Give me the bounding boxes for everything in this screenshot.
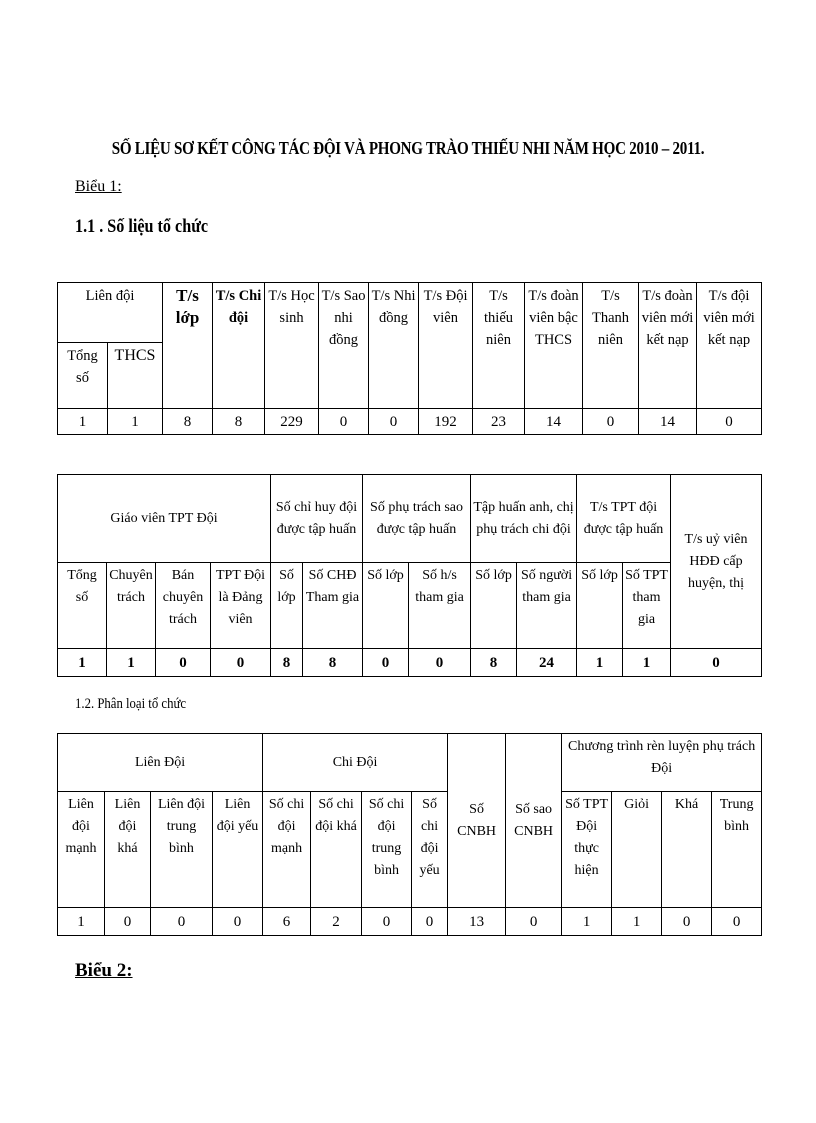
table-cell: 0 — [671, 649, 762, 677]
header-ts-doan-vien-moi: T/s đoàn viên mới kết nạp — [639, 283, 697, 409]
table-cell: 1 — [612, 908, 662, 936]
subheader: Chuyên trách — [107, 563, 156, 649]
table-cell: 0 — [412, 908, 448, 936]
table-cell: 23 — [473, 409, 525, 435]
table-cell: 1 — [562, 908, 612, 936]
subheader: Khá — [662, 792, 712, 908]
table-cell: 192 — [419, 409, 473, 435]
table-organization-stats — [57, 282, 762, 435]
group-chuong-trinh-ren-luyen: Chương trình rèn luyện phụ trách Đội — [562, 734, 762, 792]
section-1-2-heading: 1.2. Phân loại tổ chức — [75, 696, 187, 712]
header-ts-nhi-dong: T/s Nhi đồng — [369, 283, 419, 409]
subheader: Số h/s tham gia — [409, 563, 471, 649]
table-cell: 24 — [517, 649, 577, 677]
subheader-thcs: THCS — [108, 343, 163, 409]
header-ts-doi-vien-moi: T/s đội viên mới kết nạp — [697, 283, 762, 409]
bieu1-label: Biểu 1: — [75, 178, 122, 195]
table-cell: 0 — [319, 409, 369, 435]
table-cell: 0 — [662, 908, 712, 936]
table-cell: 0 — [697, 409, 762, 435]
table-cell: 0 — [363, 649, 409, 677]
bieu2-label: Biểu 2: — [75, 960, 133, 981]
table-cell: 6 — [263, 908, 311, 936]
table-cell: 0 — [211, 649, 271, 677]
subheader: Liên đội khá — [105, 792, 151, 908]
header-ts-thieu-nien: T/s thiếu niên — [473, 283, 525, 409]
subheader: Số lớp — [363, 563, 409, 649]
subheader: Giỏi — [612, 792, 662, 908]
subheader: Số chi đội mạnh — [263, 792, 311, 908]
table-cell: 1 — [58, 409, 108, 435]
group-chi-doi: Chi Đội — [263, 734, 448, 792]
table-cell: 0 — [151, 908, 213, 936]
group-phu-trach-sao: Số phụ trách sao được tập huấn — [363, 475, 471, 563]
group-giao-vien-tpt: Giáo viên TPT Đội — [58, 475, 271, 563]
table-cell: 14 — [639, 409, 697, 435]
table-cell: 1 — [623, 649, 671, 677]
table-cell: 0 — [506, 908, 562, 936]
subheader: Số TPT tham gia — [623, 563, 671, 649]
group-so-sao-cnbh: Số sao CNBH — [506, 734, 562, 908]
section-1-1-heading: 1.1 . Số liệu tổ chức — [75, 216, 209, 237]
table-cell: 0 — [712, 908, 762, 936]
table-cell: 8 — [303, 649, 363, 677]
group-chi-huy-doi: Số chỉ huy đội được tập huấn — [271, 475, 363, 563]
header-ts-thanh-nien: T/s Thanh niên — [583, 283, 639, 409]
table-cell: 8 — [213, 409, 265, 435]
table-cell: 0 — [583, 409, 639, 435]
table-cell: 14 — [525, 409, 583, 435]
subheader-tong-so: Tổng số — [58, 343, 108, 409]
group-tpt-tap-huan: T/s TPT đội được tập huấn — [577, 475, 671, 563]
header-ts-lop: T/s lớp — [163, 283, 213, 409]
group-so-cnbh: Số CNBH — [448, 734, 506, 908]
header-ts-doan-vien-thcs: T/s đoàn viên bậc THCS — [525, 283, 583, 409]
table-cell: 0 — [409, 649, 471, 677]
subheader: Số người tham gia — [517, 563, 577, 649]
subheader: Tổng số — [58, 563, 107, 649]
table-cell: 13 — [448, 908, 506, 936]
subheader: Liên đội mạnh — [58, 792, 105, 908]
subheader: Số chi đội yếu — [412, 792, 448, 908]
table-organization-classification — [57, 733, 762, 936]
table-cell: 1 — [58, 649, 107, 677]
table-cell: 1 — [577, 649, 623, 677]
header-ts-sao-nhi-dong: T/s Sao nhi đồng — [319, 283, 369, 409]
table-cell: 8 — [271, 649, 303, 677]
table-cell: 8 — [471, 649, 517, 677]
table-cell: 2 — [311, 908, 362, 936]
table-cell: 0 — [105, 908, 151, 936]
group-uy-vien-hdd: T/s uỷ viên HĐĐ cấp huyện, thị — [671, 475, 762, 649]
table-cell: 0 — [213, 908, 263, 936]
table-cell: 229 — [265, 409, 319, 435]
table-cell: 8 — [163, 409, 213, 435]
table-tpt-training — [57, 474, 762, 677]
table-cell: 0 — [362, 908, 412, 936]
group-lien-doi: Liên Đội — [58, 734, 263, 792]
subheader: Số lớp — [271, 563, 303, 649]
group-tap-huan-anh-chi: Tập huấn anh, chị phụ trách chi đội — [471, 475, 577, 563]
subheader: Liên đội yếu — [213, 792, 263, 908]
subheader: Số CHĐ Tham gia — [303, 563, 363, 649]
subheader: Liên đội trung bình — [151, 792, 213, 908]
subheader: TPT Đội là Đảng viên — [211, 563, 271, 649]
table-cell: 0 — [156, 649, 211, 677]
subheader: Trung bình — [712, 792, 762, 908]
subheader: Số chi đội trung bình — [362, 792, 412, 908]
page-title: SỐ LIỆU SƠ KẾT CÔNG TÁC ĐỘI VÀ PHONG TRÀO THIẾU NHI NĂM HỌC 2010 – 2011. — [111, 138, 705, 158]
table-cell: 1 — [107, 649, 156, 677]
table-cell: 1 — [108, 409, 163, 435]
subheader: Số TPT Đội thực hiện — [562, 792, 612, 908]
subheader: Số lớp — [471, 563, 517, 649]
header-ts-doi-vien: T/s Đội viên — [419, 283, 473, 409]
subheader: Số chi đội khá — [311, 792, 362, 908]
table-cell: 1 — [58, 908, 105, 936]
header-lien-doi: Liên đội — [58, 283, 163, 343]
header-ts-chi-doi: T/s Chi đội — [213, 283, 265, 409]
header-ts-hoc-sinh: T/s Học sinh — [265, 283, 319, 409]
table-cell: 0 — [369, 409, 419, 435]
subheader: Số lớp — [577, 563, 623, 649]
subheader: Bán chuyên trách — [156, 563, 211, 649]
